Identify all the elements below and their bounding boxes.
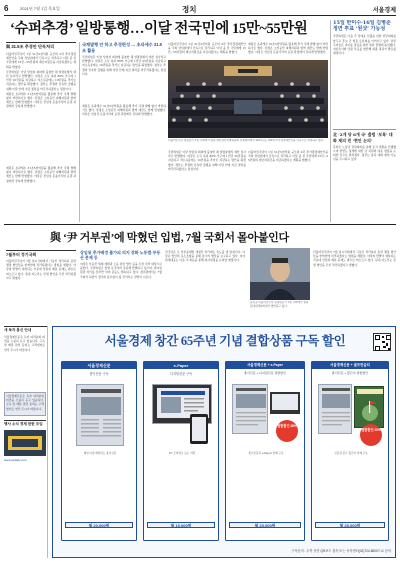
- second-col3-body: 민주당은 또 언론중재법 개정안 처리에도 속도를 낼 방침이다. 야당은 법안의 독소조항을 문제 삼으며 협상을 요구하고 있다. 여야 원내대표는 다음 주 회동을 통해 의사일정을 논의할 예정이다.: [165, 250, 245, 263]
- sidebar-subheadline: 北 ‘2개 당 6개 국’ 출범 ‘보복’ 대화 제의 전 ‘현안 논의’: [333, 129, 396, 142]
- subhead-1: 與 31.5조 추경안 단독처리: [6, 42, 76, 50]
- top-headline: ‘슈퍼추경’ 일방통행…이달 전국민에 15만~55만원: [10, 21, 308, 37]
- second-col2-body: 여당은 부동산 세제 개편과 노동 관련 법안 등을 우선 처리 대상으로 꼽았다. 국민의힘은 입법 독주라며 강하게 반발하고 있으며, 법사위원장 자리를 둘러싼 여야 갈등도 계속되고 있다. 정치권에서는 7월 국회가 하반기 정국의 분수령이 될 것이라는 전망이 나온다.: [80, 262, 162, 279]
- assembly-photo-image: [168, 60, 328, 138]
- golf-magazine-graphic: [355, 387, 385, 429]
- sidebar-sub-body: 북한은 노동당 전원회의를 통해 조직 개편을 단행했으며 한반도 정세에 대한 당 차원의 대응 방침을 논의한 것으로 알려졌다. 정부는 남북 대화 재개 가능성을 주시하고 있다.: [333, 144, 396, 162]
- phone-thumbnail: [190, 414, 208, 444]
- notice-image: [4, 430, 46, 456]
- lede-paragraph: 더불어민주당이 1일 31조5천억원 규모의 2차 추가경정예산안을 국회 상임위에서 단독으로 처리하고 이달 중 전 국민에게 15만~55만원의 재난지원금을 지급하겠다는 계획을 밝혔다.: [6, 52, 76, 69]
- card-price: 월 15,000원: [147, 522, 215, 528]
- issue-date: 2021년 7월 1일 목요일: [20, 6, 60, 11]
- card-title: 서울경제신문: [62, 362, 136, 369]
- official-photo-image: [250, 248, 310, 300]
- card-subtitle: 디지털신문 구독: [169, 372, 193, 376]
- subscription-card-epaper[interactable]: [143, 361, 219, 541]
- card-subtitle: 종이신문 구독: [89, 372, 109, 376]
- subscription-card-bundle-golf[interactable]: [311, 361, 389, 541]
- card-subtitle: 종이신문 + 월간지 결합할인: [331, 371, 369, 375]
- sidebar-rule: [330, 20, 331, 222]
- card-title: e-Paper: [144, 362, 218, 369]
- second-col1-body: 더불어민주당이 7월 임시국회에서 그동안 처리하지 못한 쟁점 법안들을 한꺼번에 처리하겠다는 방침을 세웠다. 야당의 반발이 예상되는 가운데 상임위 배분 문제도 변수로 떠오르고 있다. 원내 지도부는 민생 법안을 우선 처리하겠다고 밝혔다.: [6, 259, 76, 280]
- col2-text: 국민의힘은 이날 상임위 회의에 불참한 채 일방통행식 예산 심사라고 반발했다. 여당은 소득 하위 80% 가구에 1인당 25만원을 지급하고 저소득층에는 10만원을 추가로 지급하는 방안을 확정했다. 정부는 추경의 신속한 집행을 위해 이달 안에 지급 절차를 마무리하겠다는 입장이다.: [82, 55, 166, 76]
- card-title: 서울경제신문 + 골프먼슬리: [312, 362, 388, 369]
- bundle-paper-graphic: [319, 385, 353, 435]
- discount-badge: 결합할인 20%: [360, 424, 382, 446]
- qr-code-graphic: [374, 334, 392, 352]
- second-headline: 與 ‘尹 거부권’에 막혔던 입법, 7월 국회서 몰아붙인다: [50, 232, 289, 244]
- second-col1: [6, 250, 76, 322]
- bundle-paper-thumbnail: [232, 384, 268, 434]
- card-price: 월 25,000원: [229, 522, 301, 528]
- newspaper-thumbnail-graphic: [77, 385, 125, 447]
- col3-text-lower: 국민의힘은 이날 상임위 회의에 불참한 채 일방통행식 예산 심사라고 반발했다. 여당은 소득 하위 80% 가구에 1인당 25만원을 지급하고 저소득층에는 10만원을 추가로 지급하는 방안을 확정했다. 정부는 추경의 신속한 집행을 위해 이달 안에 지급 절차를 마무리하겠다는 입장이다.: [168, 150, 246, 171]
- top-story-lede: [6, 52, 76, 160]
- card-subtitle: 종이신문 + 디지털신문 결합할인: [244, 371, 286, 375]
- section-name: 정치: [182, 5, 197, 14]
- column-rule: [79, 42, 80, 222]
- sidebar: [333, 20, 396, 222]
- paper-logo: 서울경제: [372, 8, 396, 14]
- top-story-col2: [82, 42, 166, 102]
- subscription-card-bundle-epaper[interactable]: [225, 361, 305, 541]
- left-rail-body: 서울경제신문은 독자 여러분의 의견을 소중히 듣고 있습니다. 구독 및 배달 관련 문의는 고객센터로 연락 주시기 바랍니다.: [4, 335, 45, 352]
- card-description: 매일 아침 배달되는 종이신문: [83, 452, 117, 455]
- second-col4-body: 더불어민주당이 7월 임시국회에서 그동안 처리하지 못한 쟁점 법안들을 한꺼번에 처리하겠다는 방침을 세웠다. 야당의 반발이 예상되는 가운데 상임위 배분 문제도 변수로 떠오르고 있다. 원내 지도부는 민생 법안을 우선 처리하겠다고 밝혔다.: [313, 250, 396, 267]
- promo-box-text: 서울경제신문은 독자 여러분의 의견을 소중히 듣고 있습니다. 구독 및 배달 관련 문의는 고객센터로 연락 주시기 바랍니다.: [6, 394, 44, 411]
- official-photo: [250, 248, 310, 300]
- card-price: 월 20,000원: [65, 522, 133, 528]
- subscription-ad: [52, 326, 396, 558]
- official-photo-caption: 윤호중 더불어민주당 원내대표가 1일 국회에서 열린 원내대책회의에서 발언하고 있다.: [250, 301, 309, 308]
- discount-badge: 결합할인 28%: [276, 420, 298, 442]
- masthead: [4, 4, 396, 16]
- website-link[interactable]: www.sedaily.com: [4, 458, 27, 462]
- newspaper-thumbnail: [76, 384, 124, 446]
- card-description: 신문과 골프 월간지 함께 구독: [334, 452, 368, 455]
- card-price: 월 25,000원: [315, 522, 385, 528]
- card-title: 서울경제신문 + e-Paper: [226, 362, 304, 369]
- col1-text-lower: 재원은 초과세수 31조5천억원을 활용해 추가 국채 발행 없이 마련하기로 했다. 당정은 소상공인 피해지원과 방역 예산도 함께 반영했다. 야당은 선심성 돈풀기라며 표결 과정에서 강하게 반발했다.: [6, 166, 76, 183]
- page-number: 6: [4, 4, 9, 13]
- notice-image-graphic: [4, 430, 46, 456]
- left-rail-title: 새 독자 통신 안내: [4, 326, 47, 333]
- qr-code-icon[interactable]: [373, 333, 391, 351]
- subscription-banner: 서울경제 창간 65주년 기념 결합상품 구독 할인: [104, 334, 346, 348]
- col3-text-top: 더불어민주당이 1일 31조5천억원 규모의 2차 추가경정예산안을 국회 상임위에서 단독으로 처리하고 이달 중 전 국민에게 15만~55만원의 재난지원금을 지급하겠다는 계획을 밝혔다.: [168, 42, 246, 55]
- notice-title: 행사 소식 경제 한한 모임: [4, 420, 46, 427]
- second-col2: [80, 250, 162, 322]
- bundle-paper-thumbnail: [318, 384, 352, 434]
- col4-text-top: 재원은 초과세수 31조5천억원을 활용해 추가 국채 발행 없이 마련하기로 했다. 당정은 소상공인 피해지원과 방역 예산도 함께 반영했다. 야당은 선심성 돈풀기라며 표결 과정에서 강하게 반발했다.: [248, 42, 328, 55]
- top-story-left-column: [6, 42, 76, 162]
- sidebar-body: 국민의힘은 다음 주 당대표 선출을 위한 전당대회를 앞두고 후보 간 합동 토론회를 이어가고 있다. 당권 주자들은 지지층 결집을 위한 막판 경쟁에 돌입했다. 여론조사와 당원 투표를 합산해 최종 결과가 발표될 예정이다.: [333, 34, 396, 56]
- body-paragraph: 재원은 초과세수 31조5천억원을 활용해 추가 국채 발행 없이 마련하기로 했다. 당정은 소상공인 피해지원과 방역 예산도 함께 반영했다. 야당은 선심성 돈풀기라며 표결 과정에서 강하게 반발했다.: [6, 91, 76, 109]
- golf-magazine-thumbnail: [354, 386, 384, 428]
- sidebar-headline: 15일 한미수·16일 김병준 정면 투표 ‘원샷’ 가능성: [333, 20, 391, 33]
- body-paragraph: 국민의힘은 이날 상임위 회의에 불참한 채 일방통행식 예산 심사라고 반발했다. 여당은 소득 하위 80% 가구에 1인당 25만원을 지급하고 저소득층에는 10만원을 추가로 지급하는 방안을 확정했다. 정부는 추경의 신속한 집행을 위해 이달 안에 지급 절차를 마무리하겠다는 입장이다.: [6, 69, 76, 91]
- card-description: PC·모바일로 보는 지면: [168, 452, 196, 455]
- second-col2-title: 상임위 추가배정 불가피 의지 강화 노동법·부동산 문제 등: [80, 250, 161, 260]
- story-separator: [4, 224, 396, 225]
- second-col1-title: 7월부터 정기국회: [6, 250, 76, 257]
- bundle-paper-graphic: [233, 385, 269, 435]
- subscription-card-paper[interactable]: [61, 361, 137, 541]
- card-description: 종이신문과 e-Paper 함께 구독: [248, 452, 284, 455]
- phone-screen: [192, 417, 206, 441]
- subscription-footer: 구독문의 : 우측 상단 QR코드 접속 또는 독자센터(02)724-8600으로 문의: [291, 549, 391, 553]
- promo-box: [4, 392, 46, 416]
- assembly-photo: [168, 60, 328, 138]
- col4-text-lower: 더불어민주당이 1일 31조5천억원 규모의 2차 추가경정예산안을 국회 상임위에서 단독으로 처리하고 이달 중 전 국민에게 15만~55만원의 재난지원금을 지급하겠다는 계획을 밝혔다.: [248, 150, 328, 163]
- bundle-laptop-screen: [272, 394, 298, 410]
- assembly-photo-caption: 더불어민주당 의원들이 1일 국회에서 열린 예산결산특별위원회 전체회의에서 2021년도 제2회 추가경정예산안을 단독으로 의결하고 있다.: [168, 139, 324, 142]
- col2-text-lower: 재원은 초과세수 31조5천억원을 활용해 추가 국채 발행 없이 마련하기로 했다. 당정은 소상공인 피해지원과 방역 예산도 함께 반영했다. 야당은 선심성 돈풀기라며 표결 과정에서 강하게 반발했다.: [82, 104, 166, 117]
- bundle-laptop-thumbnail: [270, 392, 300, 414]
- left-rail: [4, 326, 48, 558]
- pullquote: 국채발행 안 하고 추경편성 … 초과세수 31.5조 활용: [82, 42, 162, 53]
